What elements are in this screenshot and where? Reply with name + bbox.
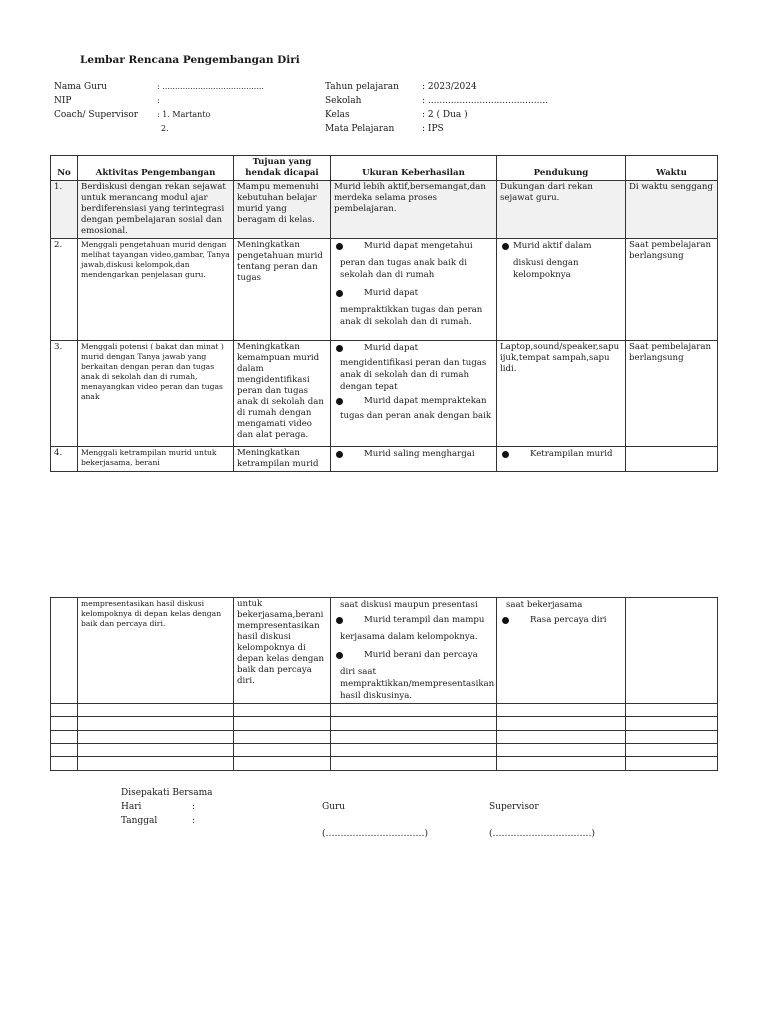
col-header-ukuran: Ukuran Keberhasilan (331, 156, 497, 181)
row-aktivitas: Menggali ketrampilan murid untuk bekerjasama, berani (78, 447, 234, 472)
row-tujuan: untuk bekerjasama,berani mempresentasikan hasil diskusi kelompoknya di depan kelas dengan baik dan percaya diri. (234, 598, 331, 704)
tahun-value: : 2023/2024 (422, 82, 477, 92)
hari-colon: : (192, 802, 196, 812)
col-header-waktu: Waktu (626, 156, 718, 181)
guru-sign-label: Guru (322, 802, 346, 812)
header-right-values (422, 80, 548, 136)
row-no: 3. (51, 341, 78, 447)
row-ukuran: Murid lebih aktif,bersemangat,dan merdeka selama proses pembelajaran. (331, 181, 497, 239)
row-tujuan: Meningkatkan ketrampilan murid (234, 447, 331, 472)
agreement-label: Disepakati Bersama (121, 788, 213, 798)
col-header-pendukung: Pendukung (497, 156, 626, 181)
row-aktivitas: Berdiskusi dengan rekan sejawat untuk merancang modul ajar berdiferensiasi yang terintegrasi dengan pembelajaran sosial dan emosional. (78, 181, 234, 239)
row-waktu: Saat pembelajaran berlangsung (626, 239, 718, 341)
empty-row (51, 744, 718, 757)
row-ukuran (331, 598, 497, 704)
row-pendukung (497, 447, 626, 472)
tahun-label: Tahun pelajaran (325, 82, 399, 92)
row-pendukung: Dukungan dari rekan sejawat guru. (497, 181, 626, 239)
ukuran-bullet-detail: mempraktikkan tugas dan peran anak di sekolah dan di rumah. (340, 305, 483, 327)
row-aktivitas: Menggali potensi ( bakat dan minat ) murid dengan Tanya jawab yang berkaitan dengan peran dan tugas anak di sekolah dan di rumah, menayangkan video peran dan tugas anak (78, 341, 234, 447)
ukuran-continued: saat diskusi maupun presentasi (340, 600, 478, 610)
coach-value-2: 2. (161, 124, 169, 133)
supervisor-sign-label: Supervisor (489, 802, 539, 812)
header-right-labels (325, 80, 399, 136)
row-tujuan: Meningkatkan pengetahuan murid tentang peran dan tugas (234, 239, 331, 341)
nip-value: : (157, 96, 160, 105)
ukuran-bullet-detail: peran dan tugas anak baik di sekolah dan di rumah (340, 258, 468, 280)
col-header-no: No (51, 156, 78, 181)
row-waktu: Saat pembelajaran berlangsung (626, 341, 718, 447)
row-tujuan: Mampu memenuhi kebutuhan belajar murid yang beragam di kelas. (234, 181, 331, 239)
guru-label: Nama Guru (54, 82, 108, 92)
ukuran-bullet-detail: kerjasama dalam kelompoknya. (340, 632, 478, 642)
plan-table-continued (50, 597, 718, 771)
row-waktu: Di waktu senggang (626, 181, 718, 239)
plan-table (50, 155, 718, 472)
header-left-values (157, 80, 264, 136)
table-row (51, 239, 718, 341)
pendukung-bullet-detail: diskusi dengan kelompoknya (513, 258, 579, 280)
row-pendukung (497, 598, 626, 704)
row-ukuran (331, 341, 497, 447)
row-no: 2. (51, 239, 78, 341)
kelas-value: : 2 ( Dua ) (422, 110, 468, 120)
hari-label: Hari (121, 802, 142, 812)
table-row (51, 447, 718, 472)
empty-row (51, 757, 718, 771)
kelas-label: Kelas (325, 110, 350, 120)
row-tujuan: Meningkatkan kemampuan murid dalam mengidentifikasi peran dan tugas anak di sekolah dan di rumah dengan mengamati video dan alat peraga. (234, 341, 331, 447)
row-pendukung: Laptop,sound/speaker,sapu ijuk,tempat sampah,sapu lidi. (497, 341, 626, 447)
row-waktu (626, 598, 718, 704)
pendukung-bullet: Ketrampilan murid (500, 449, 622, 460)
guru-signature-line: (……………………………) (322, 829, 429, 839)
row-aktivitas: mempresentasikan hasil diskusi kelompoknya di depan kelas dengan baik dan percaya diri. (78, 598, 234, 704)
col-header-tujuan: Tujuan yang hendak dicapai (234, 156, 331, 181)
supervisor-signature-line: (……………………………) (489, 829, 596, 839)
mapel-label: Mata Pelajaran (325, 124, 395, 134)
pendukung-bullet: Rasa percaya diri (500, 615, 622, 626)
col-header-aktivitas: Aktivitas Pengembangan (78, 156, 234, 181)
table-row (51, 341, 718, 447)
row-waktu (626, 447, 718, 472)
nip-label: NIP (54, 96, 72, 106)
empty-row (51, 717, 718, 731)
table-row (51, 181, 718, 239)
ukuran-bullet-detail: diri saat mempraktikkan/mempresentasikan hasil diskusinya. (340, 667, 495, 701)
mapel-value: : IPS (422, 124, 444, 134)
document-title: Lembar Rencana Pengembangan Diri (80, 54, 300, 66)
sekolah-label: Sekolah (325, 96, 362, 106)
coach-label: Coach/ Supervisor (54, 110, 139, 120)
header-left-labels (54, 80, 138, 122)
row-no (51, 598, 78, 704)
row-no: 4. (51, 447, 78, 472)
pendukung-bullet: Murid aktif dalam (500, 241, 622, 252)
row-ukuran (331, 239, 497, 341)
ukuran-bullet: Murid terampil dan mampu (334, 615, 493, 626)
ukuran-bullet: Murid berani dan percaya (334, 650, 493, 661)
coach-value-1: : 1. Martanto (157, 110, 211, 119)
ukuran-bullet: Murid dapat (334, 343, 493, 354)
ukuran-bullet: Murid dapat mengetahui (334, 241, 493, 252)
row-pendukung (497, 239, 626, 341)
ukuran-bullet-detail: mengidentifikasi peran dan tugas anak di sekolah dan di rumah dengan tepat (340, 358, 487, 392)
ukuran-bullet-detail: tugas dan peran anak dengan baik (340, 411, 492, 421)
sekolah-value: : .......................................... (422, 96, 549, 106)
guru-value: : ........................................ (157, 82, 264, 91)
table-header-row (51, 156, 718, 181)
empty-row (51, 731, 718, 744)
tanggal-label: Tanggal (121, 816, 158, 826)
row-ukuran (331, 447, 497, 472)
tanggal-colon: : (192, 816, 196, 826)
empty-row (51, 704, 718, 717)
ukuran-bullet: Murid saling menghargai (334, 449, 493, 460)
pendukung-continued: saat bekerjasama (506, 600, 583, 610)
ukuran-bullet: Murid dapat mempraktekan (334, 396, 493, 407)
table-row (51, 598, 718, 704)
ukuran-bullet: Murid dapat (334, 288, 493, 299)
row-no: 1. (51, 181, 78, 239)
row-aktivitas: Menggali pengetahuan murid dengan melihat tayangan video,gambar, Tanya jawab,diskusi kelompok,dan mendengarkan penjelasan guru. (78, 239, 234, 341)
